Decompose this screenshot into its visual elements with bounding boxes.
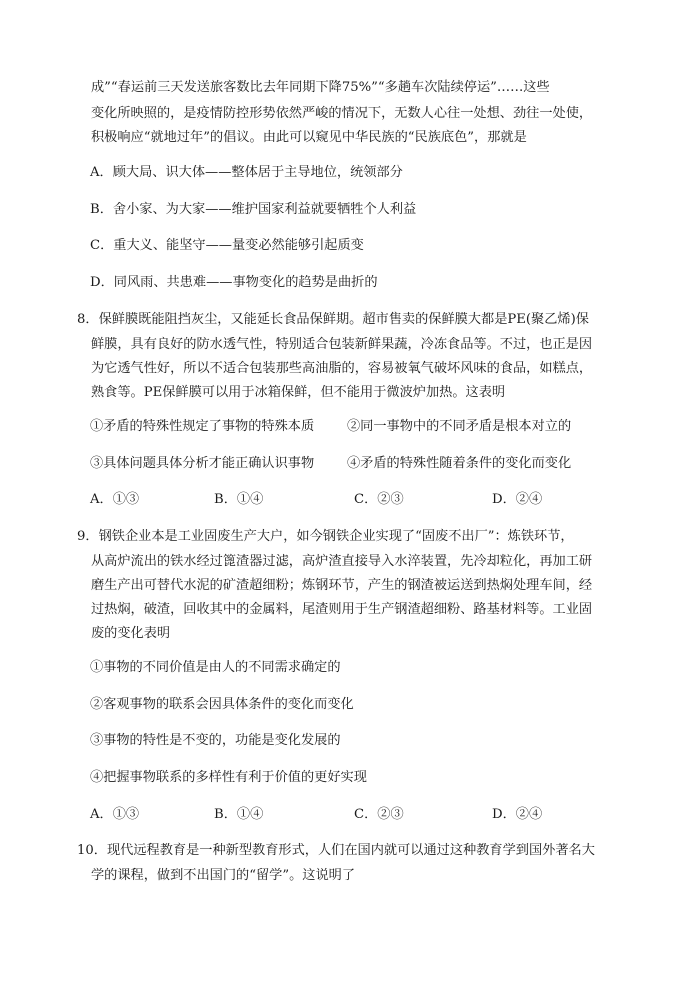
statement-1: ①矛盾的特殊性规定了事物的特殊本质	[90, 419, 315, 434]
stem-line: 变化所映照的，是疫情防控形势依然严峻的情况下，无数人心往一处想、劲往一处使，	[91, 106, 593, 121]
question-line: 为它透气性好，所以不适合包装那些高油脂的，容易被氧气破坏风味的食品，如糕点，	[91, 361, 593, 376]
choice-c: C．②③	[354, 492, 404, 507]
statement-2: ②客观事物的联系会因具体条件的变化而变化	[90, 697, 354, 712]
question-line: 熟食等。PE保鲜膜可以用于冰箱保鲜，但不能用于微波炉加热。这表明	[91, 385, 506, 400]
choice-d: D．②④	[492, 492, 543, 507]
statement-1: ①事物的不同价值是由人的不同需求确定的	[90, 660, 341, 675]
choice-a: A．①③	[90, 492, 140, 507]
choice-a: A．①③	[90, 807, 140, 822]
question-line: 学的课程，做到不出国门的“留学”。这说明了	[91, 868, 356, 883]
choice-d: D．②④	[492, 807, 543, 822]
choice-c: C．②③	[354, 807, 404, 822]
question-line: 9．钢铁企业本是工业固废生产大户，如今钢铁企业实现了“固废不出厂”：炼铁环节，	[77, 529, 574, 544]
question-line: 8．保鲜膜既能阻挡灰尘，又能延长食品保鲜期。超市售卖的保鲜膜大都是PE(聚乙烯)保	[77, 312, 589, 327]
stem-line: 成”“春运前三天发送旅客数比去年同期下降75%”“多趟车次陆续停运”……这些	[91, 80, 550, 95]
option-c: C．重大义、能坚守——量变必然能够引起质变	[90, 238, 364, 253]
statement-4: ④矛盾的特殊性随着条件的变化而变化	[347, 456, 572, 471]
stem-line: 积极响应“就地过年”的倡议。由此可以窥见中华民族的“民族底色”，那就是	[91, 130, 527, 145]
option-a: A．顾大局、识大体——整体居于主导地位，统领部分	[90, 165, 403, 180]
statement-4: ④把握事物联系的多样性有利于价值的更好实现	[90, 770, 367, 785]
option-d: D．同风雨、共患难——事物变化的趋势是曲折的	[90, 275, 378, 290]
question-line: 废的变化表明	[91, 626, 171, 641]
question-line: 从高炉流出的铁水经过篦渣器过滤，高炉渣直接导入水淬装置，先冷却粒化，再加工研	[91, 554, 593, 569]
statement-3: ③事物的特性是不变的，功能是变化发展的	[90, 733, 341, 748]
choice-b: B．①④	[214, 807, 264, 822]
question-line: 磨生产出可替代水泥的矿渣超细粉；炼钢环节，产生的钢渣被运送到热焖处理车间，经	[91, 578, 593, 593]
question-line: 过热焖，破渣，回收其中的金属料，尾渣则用于生产钢渣超细粉、路基材料等。工业固	[91, 602, 593, 617]
choice-b: B．①④	[214, 492, 264, 507]
question-line: 鲜膜，具有良好的防水透气性，特别适合包装新鲜果蔬，冷冻食品等。不过，也正是因	[91, 337, 593, 352]
question-line: 10．现代远程教育是一种新型教育形式，人们在国内就可以通过这种教育学到国外著名大	[77, 843, 595, 858]
statement-2: ②同一事物中的不同矛盾是根本对立的	[347, 419, 572, 434]
statement-3: ③具体问题具体分析才能正确认识事物	[90, 456, 315, 471]
option-b: B．舍小家、为大家——维护国家利益就要牺牲个人利益	[90, 202, 417, 217]
